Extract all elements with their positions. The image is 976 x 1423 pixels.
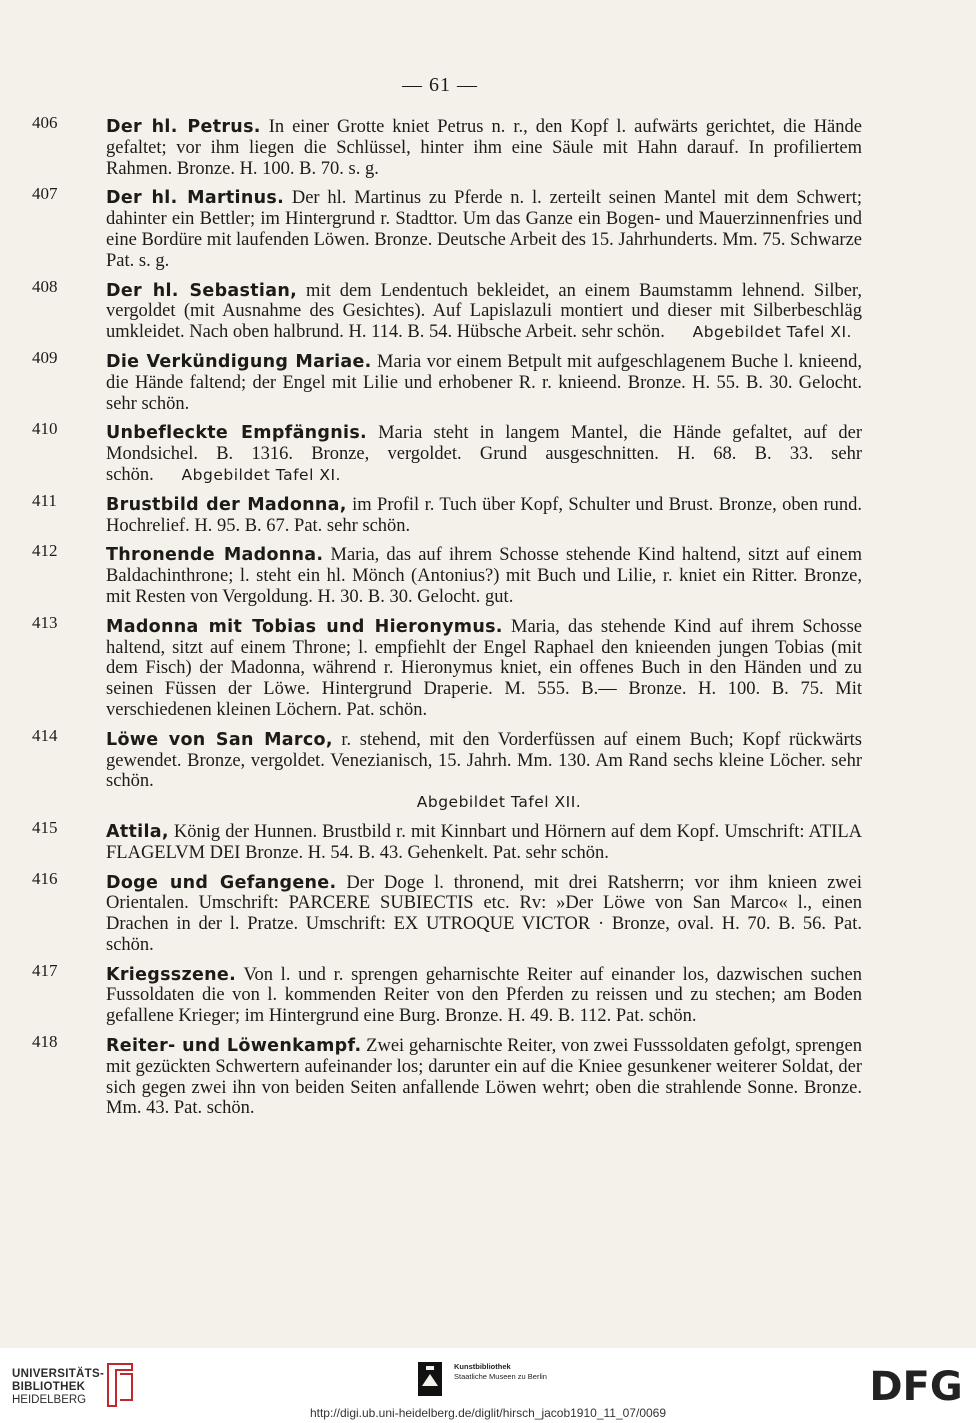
dfg-logo[interactable] — [868, 1364, 964, 1406]
entry-number: 409 — [32, 347, 58, 367]
university-library-logo[interactable] — [12, 1368, 104, 1407]
entry-number: 416 — [32, 868, 58, 888]
catalogue-entry — [32, 817, 862, 864]
entry-title: Kriegsszene. — [106, 964, 237, 985]
entry-description: Zwei geharnischte Reiter, von zwei Fusssoldaten gefolgt, sprengen mit gezückten Schwertern aufeinander los; darunter ein auf die Kniee gesunkener weiterer Soldat, der sich gegen zwei ihn von beiden Seiten anfallende Löwen wehrt; oben die strahlende Sonne. Bronze. Mm. 43. Pat. schön. — [106, 1036, 863, 1119]
entry-body — [106, 352, 862, 414]
page-number: — 61 — — [402, 74, 478, 96]
catalogue-entries — [32, 113, 863, 1128]
entry-description: Maria steht in langem Mantel, die Hände gefaltet, auf der Mondsichel. B. 1316. Bronze, vergoldet. Grund ausgeschnitten. H. 68. B. 33. sehr schön. — [106, 423, 863, 485]
entry-title: Der hl. Sebastian, — [106, 280, 298, 301]
catalogue-entry — [32, 184, 863, 271]
catalogue-entry — [32, 612, 862, 721]
entry-number: 412 — [32, 541, 58, 561]
catalogue-entry — [32, 113, 862, 179]
entry-title: Brustbild der Madonna, — [106, 494, 347, 515]
kunstbibliothek-subtitle: Staatliche Museen zu Berlin — [454, 1372, 547, 1381]
entry-description: Der Doge l. thronend, mit drei Ratsherrn; vor ihm knieen zwei Orientalen. Umschrift: PARCERE SUBIECTIS etc. Rv: »Der Löwe von San Marco« l., einen Drachen in der l. Pratze. Umschrift: EX UTROQUE VICTOR · Bronze, oval. H. 70. B. 56. Pat. schön. — [106, 872, 863, 955]
source-url[interactable]: http://digi.ub.uni-heidelberg.de/diglit/hirsch_jacob1910_11_07/0069 — [309, 1406, 667, 1420]
entry-title: Doge und Gefangene. — [106, 872, 337, 893]
catalogue-entry — [32, 490, 863, 537]
entry-title: Thronende Madonna. — [106, 545, 324, 566]
entry-description: Maria vor einem Betpult mit aufgeschlagenem Buche l. knieend, die Hände faltend; der Engel mit Lilie und erhobener R. r. knieend. Bronze. H. 55. B. 30. Gelocht. sehr schön. — [106, 351, 862, 414]
entry-title: Madonna mit Tobias und Hieronymus. — [106, 616, 503, 637]
entry-body — [106, 873, 862, 956]
kunstbibliothek-logo[interactable] — [418, 1362, 578, 1402]
entry-number: 411 — [32, 490, 57, 510]
entry-title: Der hl. Martinus. — [106, 188, 285, 209]
entry-title: Der hl. Petrus. — [106, 117, 261, 137]
entry-description: Maria, das stehende Kind auf ihrem Schosse haltend, sitzt auf einem Throne; l. empfiehlt der Engel Raphael den knieenden jungen Tobias (mit dem Fisch) der Madonna, während r. Hieronymus kniet, ein offenes Buch in den Händen und zu seinen Füssen der Löwe. Hintergrund Draperie. M. 555. B.— Bronze. H. 100. B. 75. Mit verschiedenen kleinen Löchern. Pat. schön. — [106, 616, 862, 720]
entry-body — [106, 117, 862, 179]
entry-body — [106, 965, 862, 1027]
footer — [0, 1348, 976, 1423]
library-mark-icon — [102, 1360, 136, 1408]
entry-description: Der hl. Martinus zu Pferde n. l. zerteilt seinen Mantel mit dem Schwert; dahinter ein Bettler; im Hintergrund r. Stadttor. Um das Ganze ein Bogen- und Mauerzinnenfries und eine Bordüre mit laufenden Löwen. Bronze. Deutsche Arbeit des 15. Jahrhunderts. Mm. 75. Schwarze Pat. s. g. — [106, 188, 863, 271]
library-name-line1: UNIVERSITÄTS- — [12, 1368, 105, 1380]
entry-body — [106, 1036, 862, 1119]
entry-number: 408 — [32, 276, 58, 296]
catalogue-entry — [32, 1032, 863, 1119]
catalogue-entry — [32, 419, 863, 485]
kunstbibliothek-name: Kunstbibliothek — [454, 1362, 511, 1371]
entry-number: 414 — [32, 725, 58, 745]
entry-number: 406 — [32, 113, 58, 132]
entry-number: 410 — [32, 419, 58, 439]
entry-title: Unbefleckte Empfängnis. — [106, 423, 367, 444]
entry-title: Löwe von San Marco, — [106, 729, 333, 750]
plate-reference: Abgebildet Tafel XI. — [181, 465, 341, 484]
entry-body — [106, 730, 862, 813]
entry-number: 415 — [32, 817, 58, 837]
entry-description: In einer Grotte kniet Petrus n. r., den Kopf l. aufwärts gerichtet, die Hände gefaltet; vor ihm liegen die Schlüssel, hinter ihm eine Säule mit Hahn darauf. In profiliertem Rahmen. Bronze. H. 100. B. 70. s. g. — [106, 117, 862, 179]
entry-description: Maria, das auf ihrem Schosse stehende Kind haltend, sitzt auf einem Baldachinthrone; l. steht ein hl. Mönch (Antonius?) mit Buch und Lilie, r. kniet ein Ritter. Bronze, mit Resten von Vergoldung. H. 30. B. 30. Gelocht. gut. — [106, 545, 863, 607]
library-name-line2: BIBLIOTHEK — [12, 1381, 86, 1393]
entry-description: im Profil r. Tuch über Kopf, Schulter und Brust. Bronze, oben rund. Hochrelief. H. 95. B. 67. Pat. sehr schön. — [106, 494, 863, 536]
entry-number: 413 — [32, 612, 58, 632]
entry-description: Von l. und r. sprengen geharnischte Reiter auf einander los, dazwischen suchen Fussoldaten die von l. kommenden Reiter von den Pferden zu reissen und zu stechen; am Boden gefallene Krieger; im Hintergrund eine Burg. Bronze. H. 49. B. 112. Pat. schön. — [106, 964, 862, 1027]
catalogue-entry — [32, 725, 862, 813]
catalogue-entry — [32, 276, 862, 343]
catalogue-entry — [32, 868, 863, 956]
entry-number: 417 — [32, 960, 58, 980]
entry-number: 407 — [32, 184, 58, 204]
entry-title: Attila, — [106, 821, 169, 842]
plate-reference: Abgebildet Tafel XI. — [692, 323, 852, 342]
catalogue-entry — [32, 960, 862, 1027]
entry-description: König der Hunnen. Brustbild r. mit Kinnbart und Hörnern auf dem Kopf. Umschrift: ATILA FLAGELVM DEI Bronze. H. 54. B. 43. Gehenkelt. Pat. sehr schön. — [106, 821, 862, 863]
entry-body — [106, 495, 862, 537]
plate-reference: Abgebildet Tafel XII. — [416, 793, 582, 812]
entry-description: r. stehend, mit den Vorderfüssen auf einem Buch; Kopf rückwärts gewendet. Bronze, vergoldet. Venezianisch, 15. Jahrh. Mm. 130. Am Rand sechs kleine Löcher. sehr schön. — [106, 729, 862, 792]
entry-body — [106, 423, 862, 485]
entry-body — [106, 188, 862, 271]
catalogue-entry — [32, 347, 862, 414]
entry-body — [106, 822, 862, 864]
entry-body — [106, 281, 862, 343]
library-name-line3: HEIDELBERG — [12, 1394, 87, 1406]
entry-body — [106, 617, 862, 721]
entry-title: Reiter- und Löwenkampf. — [106, 1036, 362, 1057]
entry-title: Die Verkündigung Mariae. — [106, 351, 372, 372]
entry-body — [106, 545, 862, 607]
kunstbibliothek-emblem-icon — [418, 1362, 442, 1396]
catalogue-entry — [32, 541, 863, 607]
entry-number: 418 — [32, 1032, 58, 1052]
entry-description: mit dem Lendentuch bekleidet, an einem Baumstamm lehnend. Silber, vergoldet (mit Ausnahme des Gesichtes). Auf Lapislazuli montiert und dieser mit Silberbeschläg umkleidet. Nach oben halbrund. H. 114. B. 54. Hübsche Arbeit. sehr schön. — [106, 280, 862, 343]
dfg-logo-text: DFG — [869, 1364, 963, 1406]
